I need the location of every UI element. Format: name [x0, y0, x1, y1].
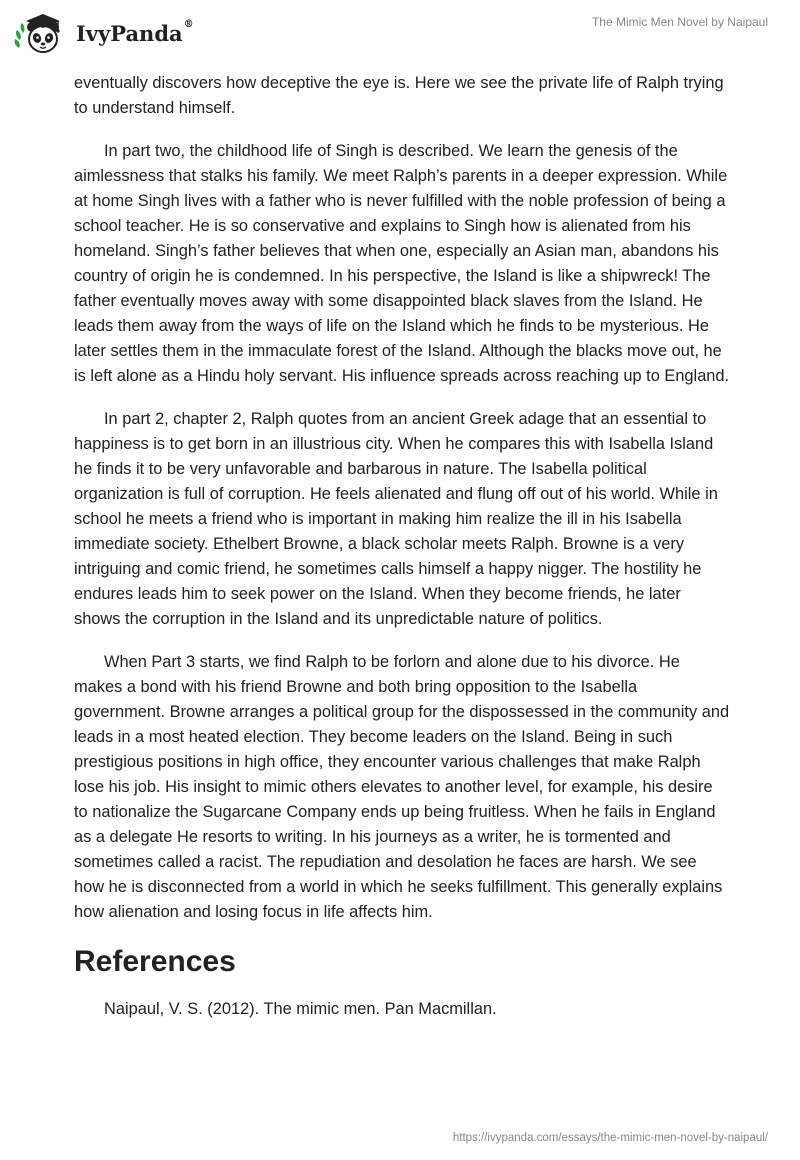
source-url[interactable]: https://ivypanda.com/essays/the-mimic-men-novel-by-naipaul/ — [452, 1132, 768, 1144]
document-title: The Mimic Men Novel by Naipaul — [591, 15, 768, 29]
paragraph-continued: eventually discovers how deceptive the eye is. Here we see the private life of Ralph trying to understand himself. — [74, 74, 724, 117]
brand-name: IvyPanda® — [76, 19, 194, 46]
references-heading: References — [74, 945, 236, 978]
paragraph: In part 2, chapter 2, Ralph quotes from an ancient Greek adage that an essential to happiness is to get born in an illustrious city. When he compares this with Isabella Island he finds it to be very unfavorable and barbarous in nature. The Isabella political organization is full of corruption. He feels alienated and flung off out of his world. While in school he meets a friend who is important in making him realize the ill in his Isabella immediate society. Ethelbert Browne, a black scholar meets Ralph. Browne is a very intriguing and comic friend, he sometimes calls himself a happy nigger. The hostility he endures leads him to seek power on the Island. When they become friends, he later shows the corruption in the Island and its unpredictable nature of politics. — [74, 410, 718, 628]
essay-content — [74, 71, 730, 1022]
page-header — [0, 0, 800, 70]
paragraph: In part two, the childhood life of Singh is described. We learn the genesis of the aimlessness that stalks his family. We meet Ralph’s parents in a deeper expression. While at home Singh lives with a father who is never fulfilled with the noble profession of being a school teacher. He is so conservative and explains to Singh how is alienated from his homeland. Singh’s father believes that when one, especially an Asian man, abandons his country of origin he is condemned. In his perspective, the Island is like a shipwreck! The father eventually moves away with some disappointed black slaves from the Island. He leads them away from the ways of life on the Island which he finds to be mysterious. He later settles them in the immaculate forest of the Island. Although the blacks move out, he is left alone as a Hindu holy servant. His influence spreads across reaching up to England. — [74, 142, 730, 385]
paragraph: When Part 3 starts, we find Ralph to be forlorn and alone due to his divorce. He makes a bond with his friend Browne and both bring opposition to the Isabella government. Browne arranges a political group for the dispossessed in the community and leads in a most heated election. They become leaders on the Island. Being in such prestigious positions in high office, they encounter various challenges that make Ralph lose his job. His insight to mimic others elevates to another level, for example, his desire to nationalize the Sugarcane Company ends up being fruitless. When he fails in England as a delegate He resorts to writing. In his journeys as a writer, he is tormented and sometimes called a racist. The repudiation and desolation he faces are harsh. We see how he is disconnected from a world in which he seeks fulfillment. This generally explains how alienation and losing focus in life affects him. — [74, 653, 730, 921]
registered-mark: ® — [183, 19, 194, 30]
ivypanda-logo[interactable] — [14, 10, 224, 54]
panda-graduate-logo-icon — [14, 10, 72, 56]
reference-item: Naipaul, V. S. (2012). The mimic men. Pan Macmillan. — [104, 1000, 497, 1018]
